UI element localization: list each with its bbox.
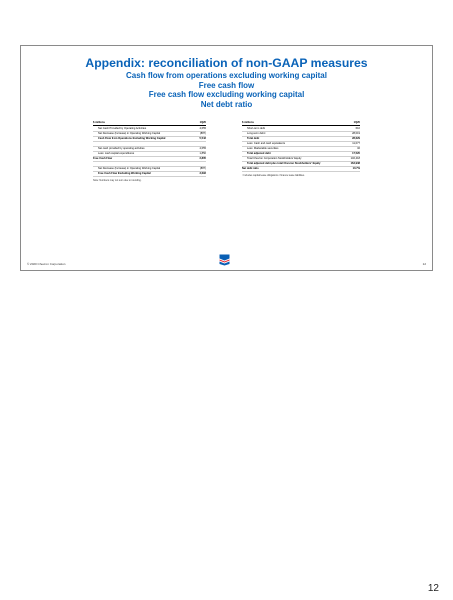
slide-subtitle: Net debt ratio — [200, 99, 253, 109]
row-value: 163,938 — [350, 162, 360, 166]
row-label: Less: cash capital expenditures — [98, 152, 135, 155]
row-label: Total adjusted debt plus total Chevron Stockholders' Equity — [247, 162, 321, 166]
table-header-period: 1Q20 — [353, 121, 360, 124]
slide-subtitle: Free cash flow — [198, 80, 255, 90]
table-row — [242, 167, 360, 172]
row-label: Total debt — [247, 136, 260, 140]
row-value: 32 — [357, 146, 360, 150]
row-label: Cash Flow from Operations Excluding Working Capital — [98, 136, 166, 140]
table-header-label: $ millions — [93, 121, 105, 124]
row-value: (887) — [199, 131, 206, 135]
table-footnote: Note: Numbers may not sum due to rounding. — [93, 179, 142, 182]
slide-subtitle: Free cash flow excluding working capital — [148, 90, 305, 99]
row-label: Net Decrease (Increase) in Operating Working Capital — [98, 167, 161, 171]
row-value: 1,850 — [199, 152, 206, 155]
row-label: Net debt ratio — [242, 167, 259, 171]
slide-subtitle: Cash flow from operations excluding working capital — [126, 71, 327, 80]
table-header-label: $ millions — [242, 121, 254, 124]
row-value: 11,077 — [352, 141, 360, 145]
row-value: 4,655 — [199, 146, 206, 150]
row-label: Free Cash Flow Excluding Working Capital — [98, 172, 151, 176]
row-label: Less: Cash and cash equivalents — [247, 141, 286, 145]
row-value: 3,692 — [199, 172, 206, 176]
table-header-period: 1Q20 — [199, 121, 206, 124]
row-label: Net cash provided by operating activities — [98, 146, 145, 150]
row-value: 28,019 — [352, 131, 360, 135]
row-value: 28,629 — [352, 136, 360, 140]
slide-number: 12 — [422, 262, 426, 266]
row-value: 146,418 — [350, 157, 360, 161]
row-value: 4,655 — [199, 126, 206, 130]
row-label: Short-term debt — [247, 126, 266, 130]
page-number: 12 — [427, 583, 439, 594]
row-value: 2,805 — [199, 157, 206, 161]
row-value: 610 — [355, 126, 360, 130]
row-label: Total Chevron Corporation Stockholders' Equity — [247, 157, 302, 161]
row-label: Net Decrease (Increase) in Operating Working Capital — [98, 131, 161, 135]
slide — [20, 45, 433, 271]
slide-title: Appendix: reconciliation of non-GAAP measures — [85, 56, 368, 70]
row-label: Long-term debt¹ — [247, 131, 266, 135]
row-value: 10.7% — [352, 167, 360, 171]
row-value: 17,520 — [352, 152, 360, 155]
row-label: Free Cash Flow — [93, 157, 113, 161]
row-label: Total adjusted debt — [247, 152, 271, 155]
row-label: Less: Marketable securities — [247, 146, 279, 150]
row-value: (887) — [199, 167, 206, 171]
copyright-footer: © 2020 Chevron Corporation — [27, 262, 66, 266]
row-label: Net Cash Provided by Operating Activities — [98, 126, 147, 130]
table-header — [242, 121, 360, 126]
table-row — [93, 172, 206, 177]
chevron-logo — [219, 254, 230, 266]
table-footnote: ¹ Includes capital lease obligations / finance lease liabilities. — [242, 173, 305, 177]
table-header — [93, 121, 206, 126]
row-value: 5,542 — [199, 136, 206, 140]
